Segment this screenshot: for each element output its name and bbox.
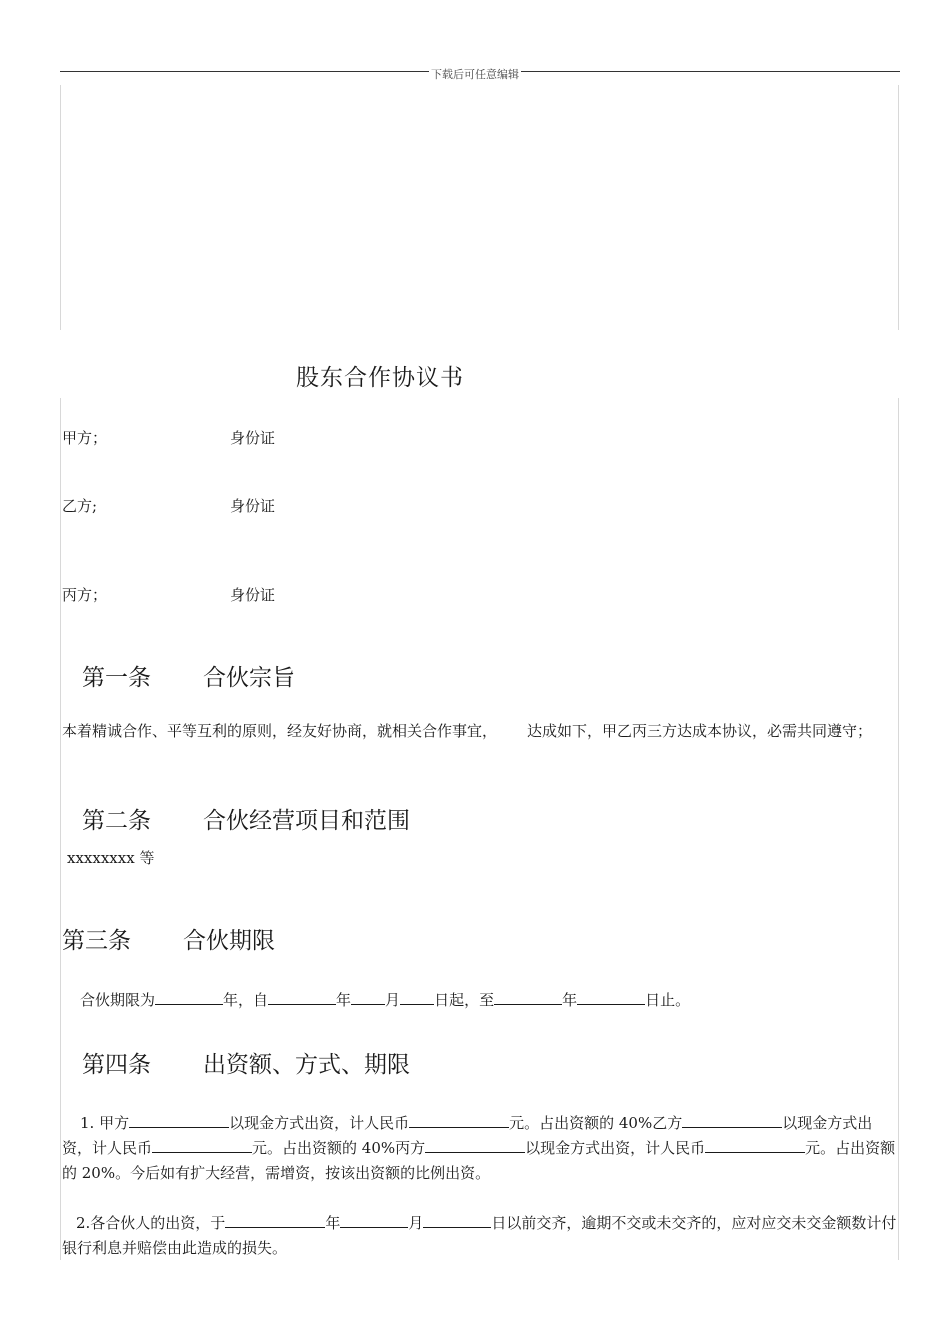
article-1-body bbox=[62, 719, 900, 744]
page-header bbox=[0, 66, 950, 82]
clause-1-seg-6: 元。占出资额的 20%。今后如有扩大经营，需增资，按该出资额的比例出资。 bbox=[62, 1139, 896, 1182]
clause-1-seg-0: 1. 甲方 bbox=[80, 1114, 130, 1132]
blank-start-year bbox=[268, 990, 336, 1005]
blank-party-b-amount bbox=[152, 1138, 252, 1153]
article-4-clause-1 bbox=[62, 1111, 898, 1186]
article-1-number: 第一条 bbox=[82, 665, 151, 691]
party-a-id-label: 身份证 bbox=[230, 429, 276, 447]
page-header-text: 下载后可任意编辑 bbox=[431, 68, 519, 81]
article-2-title: 合伙经营项目和范围 bbox=[203, 808, 410, 834]
blank-deadline-day bbox=[423, 1213, 491, 1228]
blank-term-years bbox=[155, 990, 223, 1005]
party-a-label: 甲方； bbox=[62, 429, 108, 447]
article-2-number: 第二条 bbox=[82, 808, 151, 834]
party-c-id-label: 身份证 bbox=[230, 586, 276, 604]
article-3-seg-5: 年 bbox=[562, 991, 578, 1009]
blank-deadline-year bbox=[225, 1213, 325, 1228]
clause-1-seg-5: 以现金方式出资，计人民币 bbox=[525, 1139, 706, 1157]
clause-1-seg-4: 元。占出资额的 40%丙方 bbox=[252, 1139, 426, 1157]
blank-end-day bbox=[577, 990, 645, 1005]
article-3-number: 第三条 bbox=[62, 928, 131, 954]
article-3-seg-1: 年，自 bbox=[223, 991, 269, 1009]
article-3-body bbox=[80, 989, 690, 1010]
article-4-heading bbox=[82, 1046, 410, 1079]
article-4-clause-2 bbox=[62, 1211, 898, 1261]
left-border-main bbox=[60, 398, 61, 1260]
party-c-label: 丙方； bbox=[62, 586, 108, 604]
article-1-body-part2: 达成如下，甲乙丙三方达成本协议，必需共同遵守； bbox=[527, 722, 873, 740]
clause-1-seg-1: 以现金方式出资，计人民币 bbox=[229, 1114, 410, 1132]
clause-1-seg-3: 以现金方式出资，计人民币 bbox=[62, 1114, 873, 1157]
article-3-seg-3: 月 bbox=[385, 991, 401, 1009]
clause-2-seg-2: 月 bbox=[408, 1214, 424, 1232]
article-1-heading bbox=[82, 659, 295, 692]
left-border-top bbox=[60, 85, 61, 330]
article-4-title: 出资额、方式、期限 bbox=[203, 1052, 410, 1078]
article-3-heading bbox=[62, 922, 275, 955]
article-1-body-part1: 本着精诚合作、平等互利的原则，经友好协商，就相关合作事宜， bbox=[62, 722, 498, 740]
clause-2-seg-0: 2.各合伙人的出资，于 bbox=[76, 1214, 226, 1232]
right-border-top bbox=[898, 85, 899, 330]
article-1-title: 合伙宗旨 bbox=[203, 665, 295, 691]
article-3-title: 合伙期限 bbox=[183, 928, 275, 954]
article-3-seg-6: 日止。 bbox=[645, 991, 691, 1009]
article-3-seg-0: 合伙期限为 bbox=[80, 991, 156, 1009]
blank-party-c-name bbox=[425, 1138, 525, 1153]
article-2-heading bbox=[82, 802, 410, 835]
blank-party-b-name bbox=[682, 1113, 782, 1128]
blank-end-year bbox=[494, 990, 562, 1005]
blank-party-a-amount bbox=[409, 1113, 509, 1128]
blank-start-month bbox=[351, 990, 385, 1005]
blank-deadline-month bbox=[340, 1213, 408, 1228]
clause-2-seg-1: 年 bbox=[325, 1214, 341, 1232]
blank-start-day bbox=[400, 990, 434, 1005]
document-title: 股东合作协议书 bbox=[296, 365, 464, 391]
article-3-seg-2: 年 bbox=[336, 991, 352, 1009]
party-b-id-label: 身份证 bbox=[230, 497, 276, 515]
clause-1-seg-2: 元。占出资额的 40%乙方 bbox=[509, 1114, 683, 1132]
article-3-seg-4: 日起，至 bbox=[434, 991, 495, 1009]
article-4-number: 第四条 bbox=[82, 1052, 151, 1078]
right-border-main bbox=[898, 398, 899, 1260]
blank-party-c-amount bbox=[705, 1138, 805, 1153]
article-2-body: xxxxxxxx 等 bbox=[67, 849, 155, 867]
clause-2-seg-3: 日以前交齐，逾期不交或未交齐的，应对应交未交金额数计付银行利息并赔偿由此造成的损失。 bbox=[62, 1214, 897, 1257]
party-b-label: 乙方; bbox=[62, 497, 98, 515]
blank-party-a-name bbox=[129, 1113, 229, 1128]
